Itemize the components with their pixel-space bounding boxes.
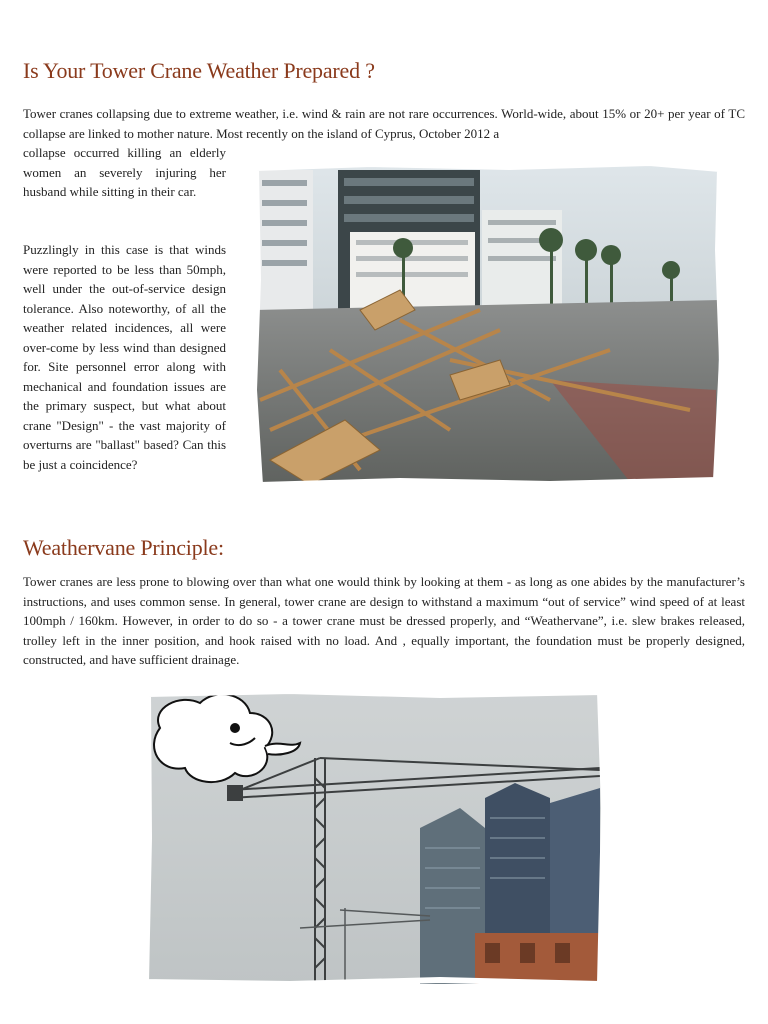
intro-paragraph: Tower cranes collapsing due to extreme weather, i.e. wind & rain are not rare occurrences. World-wide, about 15% or 20+ per year of TC collapse are linked to mother nature. Most recently on the island of Cyprus, October 2012 a — [23, 106, 745, 141]
puzzlingly-paragraph: Puzzlingly in this case is that winds were reported to be less than 50mph, well under the out-of-service design tolerance. Also noteworthy, of all the weather related incidences, all were over-come by less wind than designed for. Site personnel error along with mechanical and foundation issues are the primary suspect, but what about crane "Design" - the vast majority of overturns are "ballast" based? Can this be just a coincidence? — [23, 242, 226, 472]
building-left — [258, 170, 313, 330]
weathervane-paragraph: Tower cranes are less prone to blowing over than what one would think by looking at them - as long as one abides by the manufacturer’s instructions, and uses common sense. In general, tower crane are design to withstand a maximum “out of service” wind speed of at least 100mph / 160km. However, in order to do so - a tower crane must be dressed properly, and “Weathervane”, i.e. slew brakes released, trolley left in the inner position, and hook raised with no load. And , equally important, the foundation must be properly designed, constructed, and have sufficient drainage. — [23, 574, 745, 667]
collapsed-crane-photo — [250, 160, 725, 488]
page-title: Is Your Tower Crane Weather Prepared ? — [23, 58, 375, 83]
collapse-paragraph: collapse occurred killing an elderly women an severely injuring her husband while sitting in their car. — [23, 145, 226, 199]
section-heading: Weathervane Principle: — [23, 535, 224, 560]
brick-building — [475, 933, 600, 984]
tower-cranes-photo — [140, 688, 608, 988]
